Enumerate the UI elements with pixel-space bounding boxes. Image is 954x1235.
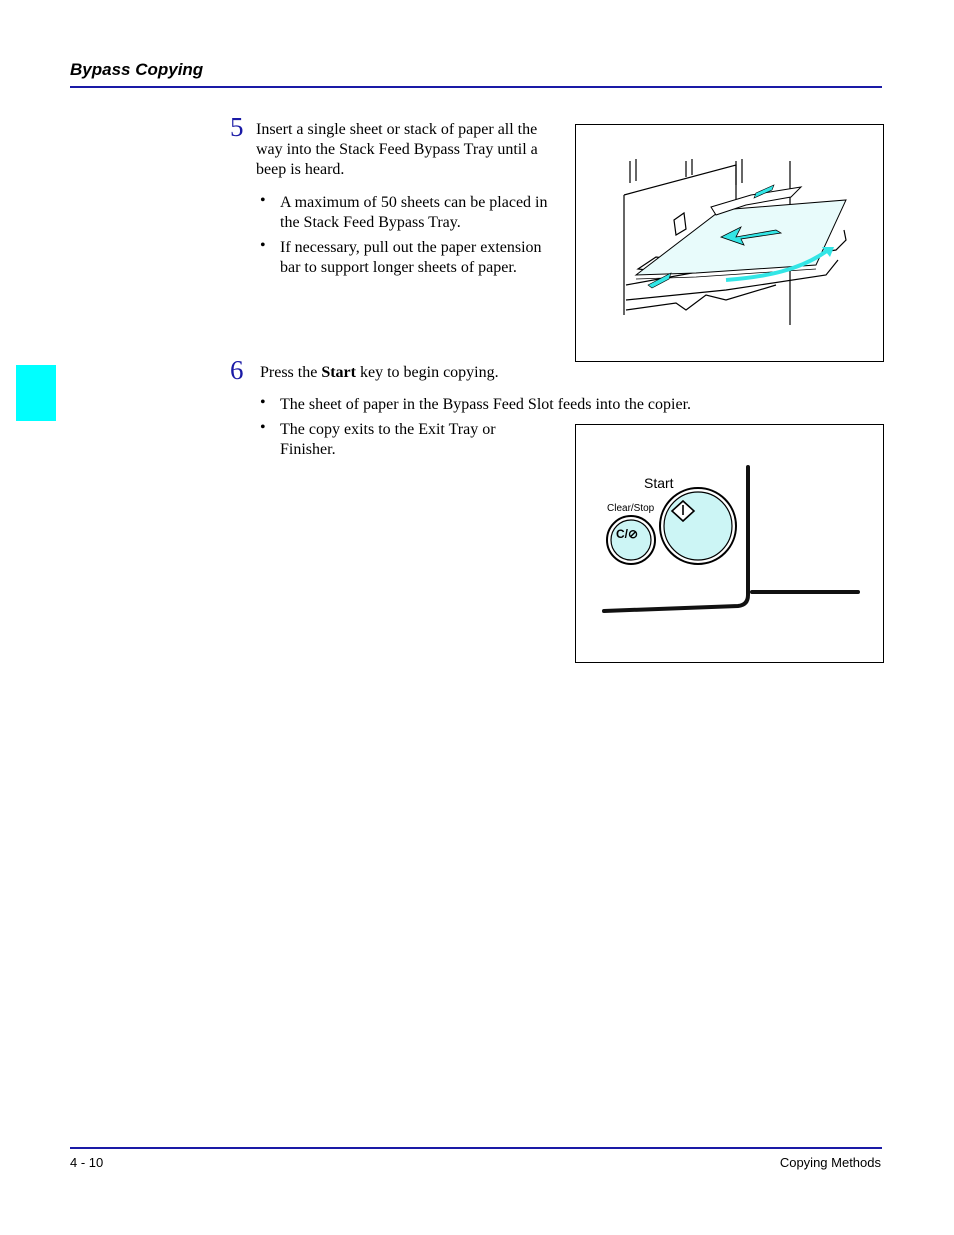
bullet-dot-icon: •	[260, 394, 266, 411]
step-5-line: way into the Stack Feed Bypass Tray until a	[256, 141, 538, 158]
step-5-number: 5	[230, 112, 244, 142]
bullet-dot-icon: •	[260, 237, 266, 254]
bullet-dot-icon: •	[260, 192, 266, 209]
chapter-tab	[16, 365, 56, 421]
step-5-line: beep is heard.	[256, 161, 345, 178]
step-5-bullet	[260, 193, 580, 233]
step-6-number: 6	[230, 355, 244, 385]
footer-page-number: 4 - 10	[70, 1155, 104, 1170]
bullet-line: The copy exits to the Exit Tray or	[280, 421, 496, 438]
bullet-dot-icon: •	[260, 419, 266, 436]
bypass-tray-illustration	[575, 124, 884, 362]
footer-section-title: Copying Methods	[779, 1155, 881, 1170]
step-5-text	[256, 120, 576, 180]
bullet-line: A maximum of 50 sheets can be placed in	[280, 194, 548, 211]
step-6-bullet	[260, 395, 760, 415]
page-header-title: Bypass Copying	[70, 60, 204, 79]
step-6-bullet	[260, 420, 560, 460]
bullet-line: If necessary, pull out the paper extension	[280, 239, 542, 256]
step-6-text-before: Press the	[260, 364, 322, 381]
step-5-line: Insert a single sheet or stack of paper all the	[256, 121, 538, 138]
start-key-illustration	[575, 424, 884, 663]
header-rule	[70, 86, 882, 88]
step-6-text	[260, 363, 580, 383]
clear-stop-key-glyph: C/⊘	[616, 527, 639, 541]
start-key-label: Start	[321, 364, 356, 381]
bullet-line: The sheet of paper in the Bypass Feed Slot feeds into the copier.	[280, 396, 692, 413]
bullet-line: the Stack Feed Bypass Tray.	[280, 214, 461, 231]
step-6-text-after: key to begin copying.	[355, 364, 499, 381]
clear-stop-label: Clear/Stop	[607, 503, 655, 514]
bullet-line: Finisher.	[280, 441, 336, 458]
control-panel-drawing	[576, 425, 882, 661]
start-label: Start	[644, 475, 674, 491]
bypass-tray-drawing	[576, 125, 882, 360]
bullet-line: bar to support longer sheets of paper.	[280, 259, 517, 276]
footer-rule	[70, 1147, 882, 1149]
step-5-bullet	[260, 238, 580, 278]
